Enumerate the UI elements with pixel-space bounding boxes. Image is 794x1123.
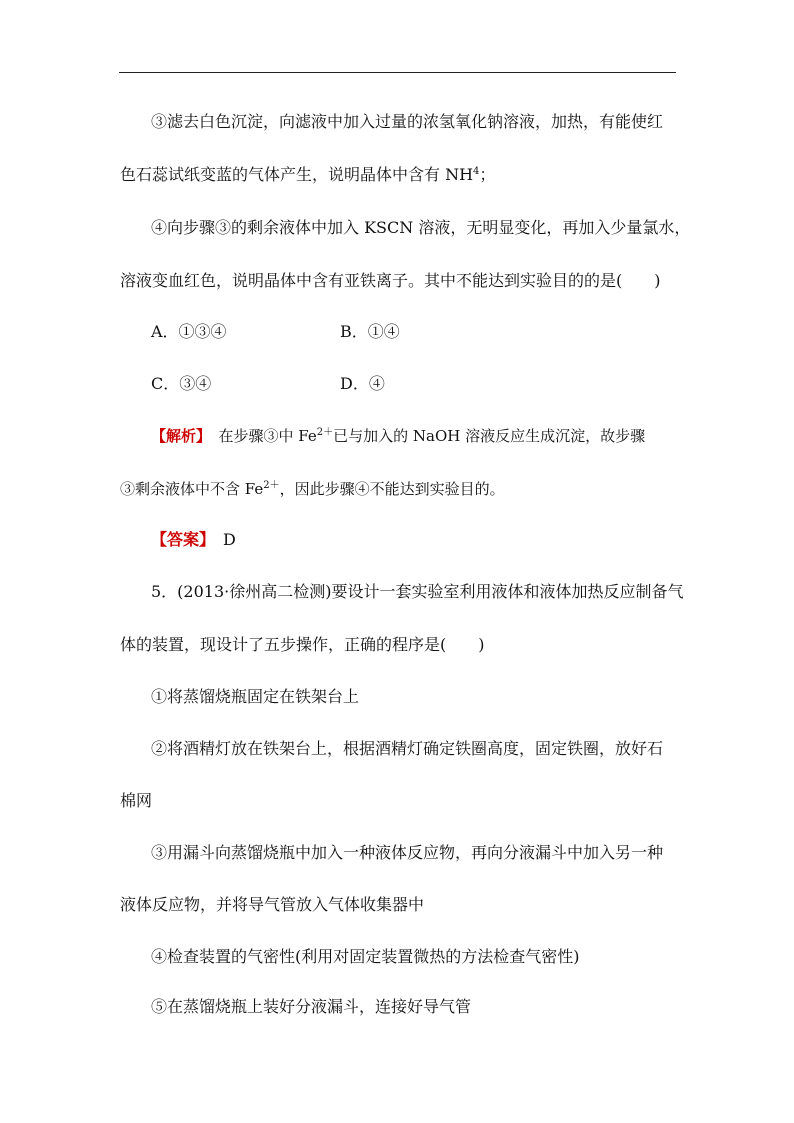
option-d: D．④ xyxy=(340,374,385,393)
answer-tag: 【答案】 xyxy=(151,530,208,549)
q5-step4: ④检查装置的气密性(利用对固定装置微热的方法检查气密性) xyxy=(151,947,580,966)
q5-step2-line2: 棉网 xyxy=(120,791,153,810)
header-rule xyxy=(119,72,676,73)
q5-step2-line1: ②将酒精灯放在铁架台上，根据酒精灯确定铁圈高度，固定铁圈，放好石 xyxy=(151,739,664,758)
step3-line1: ③滤去白色沉淀，向滤液中加入过量的浓氢氧化钠溶液，加热，有能使红 xyxy=(151,112,664,131)
q5-line2: 体的装置，现设计了五步操作，正确的程序是( ) xyxy=(120,635,485,654)
option-a: A．①③④ xyxy=(151,322,227,341)
q5-step3-line2: 液体反应物，并将导气管放入气体收集器中 xyxy=(120,895,425,914)
analysis-line2: ③剩余液体中不含 $Fe^{2+}$，因此步骤④不能达到实验目的。 xyxy=(120,480,505,498)
analysis-line1: 【解析】 在步骤③中 $Fe^{2+}$已与加入的 NaOH 溶液反应生成沉淀，故步骤 xyxy=(151,427,646,445)
step4-line1: ④向步骤③的剩余液体中加入 KSCN 溶液，无明显变化，再加入少量氯水， xyxy=(151,218,691,237)
q5-step1: ①将蒸馏烧瓶固定在铁架台上 xyxy=(151,687,360,706)
option-b: B．①④ xyxy=(340,322,400,341)
step4-line2: 溶液变血红色，说明晶体中含有亚铁离子。其中不能达到实验目的的是( ) xyxy=(120,271,661,290)
step3-line2: 色石蕊试纸变蓝的气体产生，说明晶体中含有 $NH^4$； xyxy=(120,165,496,184)
q5-step3-line1: ③用漏斗向蒸馏烧瓶中加入一种液体反应物，再向分液漏斗中加入另一种 xyxy=(151,843,664,862)
q5-step5: ⑤在蒸馏烧瓶上装好分液漏斗，连接好导气管 xyxy=(151,997,472,1016)
q5-line1: 5．(2013·徐州高二检测)要设计一套实验室利用液体和液体加热反应制备气 xyxy=(151,582,684,601)
analysis-tag: 【解析】 xyxy=(151,427,204,445)
answer-value: D xyxy=(223,530,236,549)
answer-line xyxy=(151,530,711,550)
option-c: C．③④ xyxy=(151,374,212,393)
